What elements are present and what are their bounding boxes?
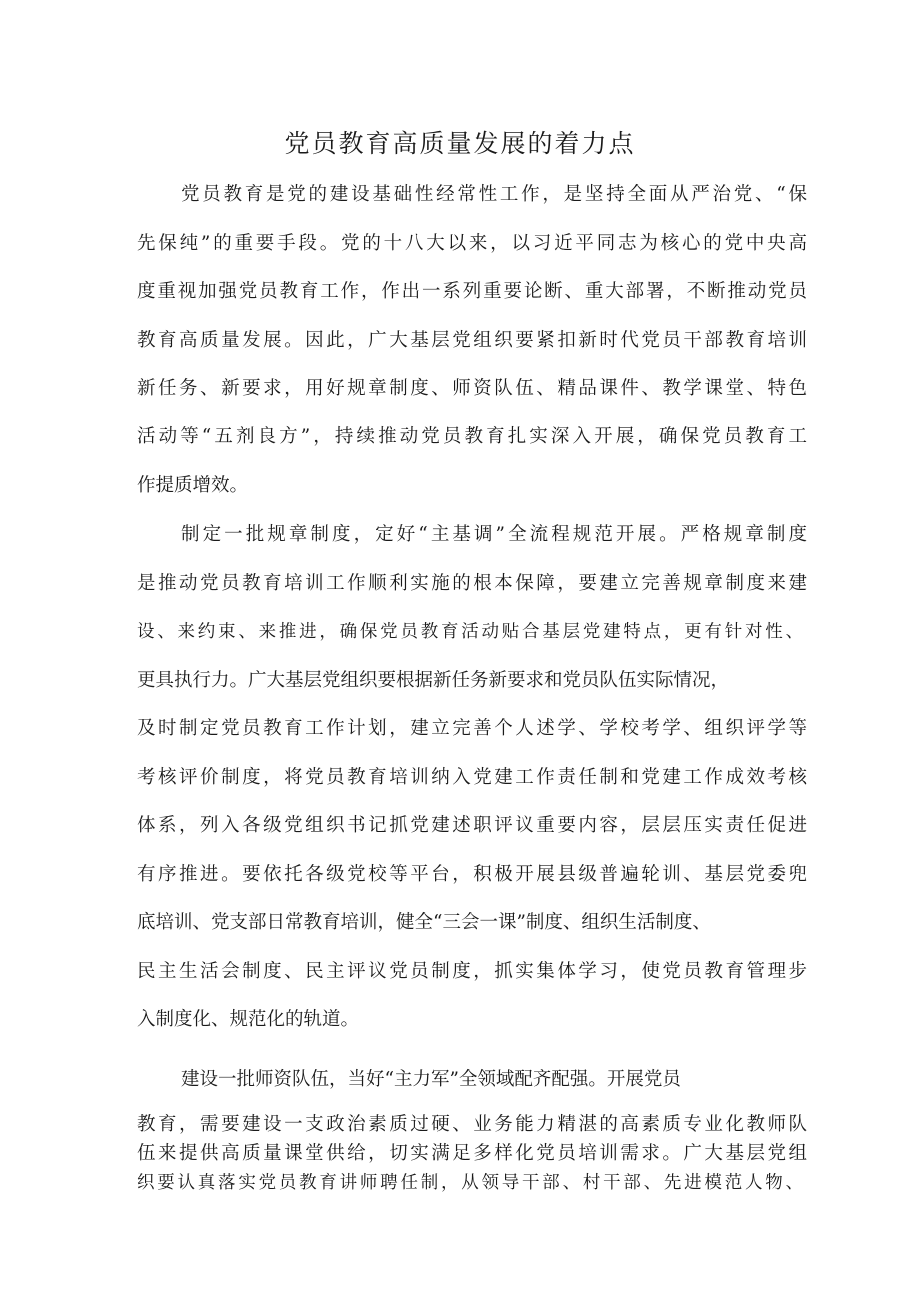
paragraph-line: 及时制定党员教育工作计划，建立完善个人述学、学校考学、组织评学等 — [137, 718, 807, 739]
paragraph-line: 底培训、党支部日常教育培训，健全“三会一课”制度、组织生活制度、 — [137, 912, 711, 933]
paragraph-line: 考核评价制度，将党员教育培训纳入党建工作责任制和党建工作成效考核 — [137, 767, 807, 788]
paragraph-line: 活动等“五剂良方”，持续推动党员教育扎实深入开展，确保党员教育工 — [137, 426, 807, 447]
paragraph-line: 党员教育是党的建设基础性经常性工作，是坚持全面从严治党、“保 — [181, 184, 807, 205]
paragraph-line: 度重视加强党员教育工作，作出一系列重要论断、重大部署，不断推动党员 — [137, 281, 807, 302]
paragraph-line: 建设一批师资队伍，当好“主力军”全领域配齐配强。开展党员 — [181, 1069, 681, 1090]
paragraph-line: 更具执行力。广大基层党组织要根据新任务新要求和党员队伍实际情况， — [137, 670, 730, 691]
paragraph-line: 教育高质量发展。因此，广大基层党组织要紧扣新时代党员干部教育培训 — [137, 330, 807, 351]
document-title: 党员教育高质量发展的着力点 — [284, 129, 636, 158]
paragraph-line: 教育，需要建设一支政治素质过硬、业务能力精湛的高素质专业化教师队 — [137, 1114, 807, 1135]
paragraph-line: 织要认真落实党员教育讲师聘任制，从领导干部、村干部、先进模范人物、 — [137, 1173, 803, 1193]
paragraph-line: 有序推进。要依托各级党校等平台，积极开展县级普遍轮训、基层党委兜 — [137, 864, 807, 885]
paragraph-line: 先保纯”的重要手段。党的十八大以来，以习近平同志为核心的党中央高 — [137, 233, 807, 254]
paragraph-line: 作提质增效。 — [137, 475, 249, 496]
paragraph-line: 民主生活会制度、民主评议党员制度，抓实集体学习，使党员教育管理步 — [137, 961, 807, 982]
paragraph-line: 新任务、新要求，用好规章制度、师资队伍、精品课件、教学课堂、特色 — [137, 378, 807, 399]
paragraph-line: 制定一批规章制度，定好“主基调”全流程规范开展。严格规章制度 — [181, 524, 807, 545]
paragraph-line: 体系，列入各级党组织书记抓党建述职评议重要内容，层层压实责任促进 — [137, 815, 807, 836]
paragraph-line: 入制度化、规范化的轨道。 — [137, 1009, 360, 1030]
paragraph-line: 伍来提供高质量课堂供给，切实满足多样化党员培训需求。广大基层党组 — [137, 1143, 807, 1164]
paragraph-line: 设、来约束、来推进，确保党员教育活动贴合基层党建特点，更有针对性、 — [137, 622, 803, 642]
paragraph-line: 是推动党员教育培训工作顺利实施的根本保障，要建立完善规章制度来建 — [137, 573, 807, 594]
